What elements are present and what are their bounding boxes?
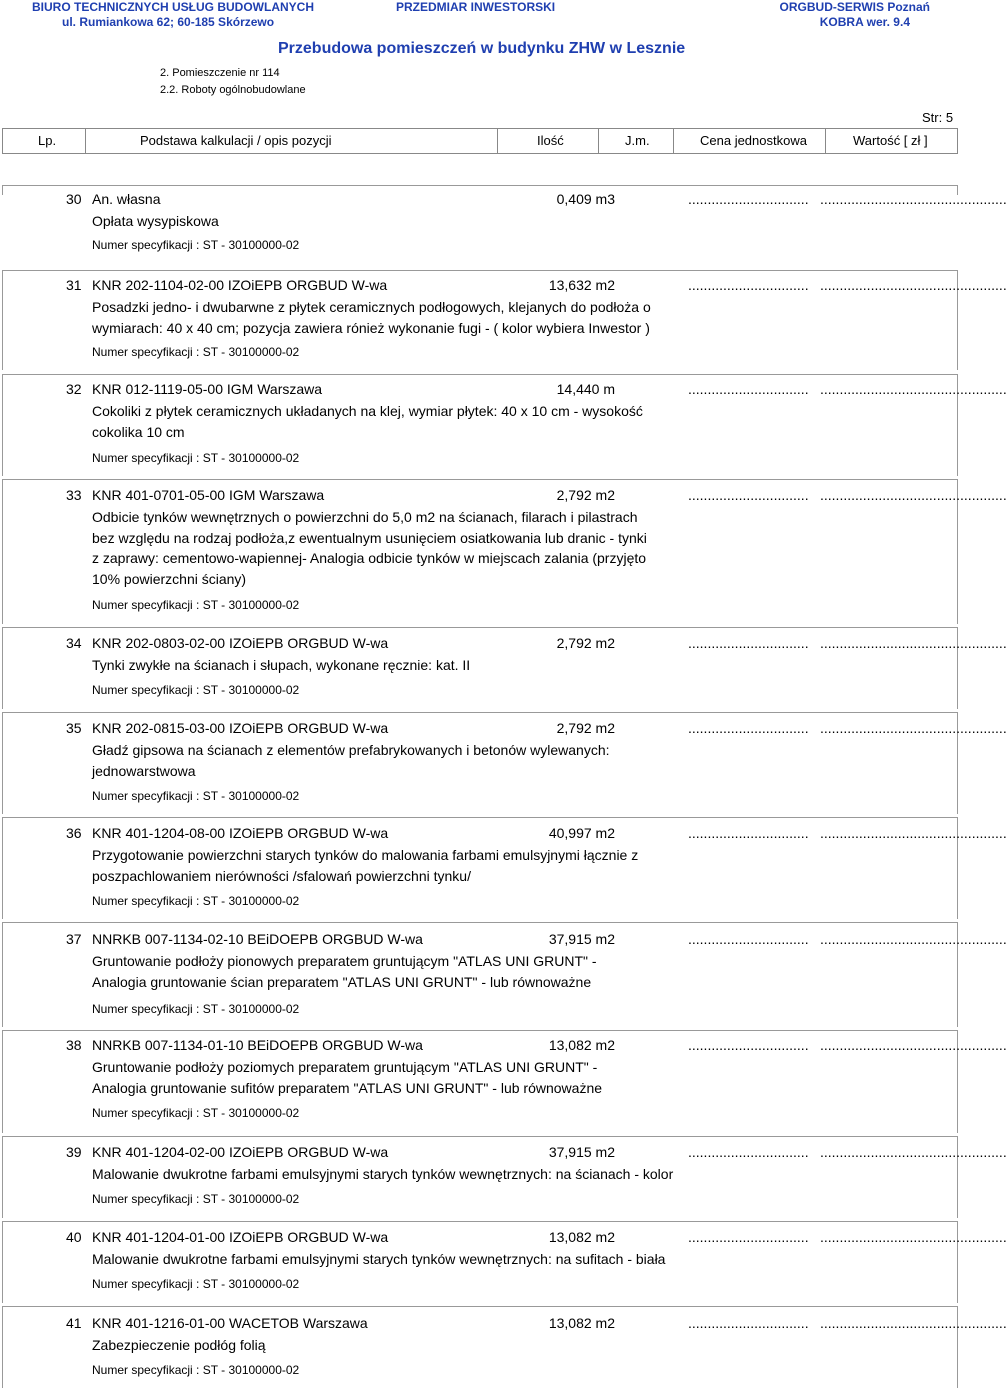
- item-basis-code: KNR 202-1104-02-00 IZOiEPB ORGBUD W-wa: [92, 277, 388, 293]
- item-spec-number: Numer specyfikacji : ST - 30100000-02: [92, 451, 300, 465]
- item-unit-price-placeholder: ...............................: [688, 1144, 809, 1160]
- item-quantity: 2,792 m2: [556, 635, 615, 651]
- item-value-placeholder: ................................................: [820, 825, 1007, 841]
- item-spec-number: Numer specyfikacji : ST - 30100000-02: [92, 1002, 300, 1016]
- item-description: Opłata wysypiskowa: [92, 213, 219, 229]
- item-number: 36: [66, 825, 82, 841]
- item-number: 34: [66, 635, 82, 651]
- item-quantity: 0,409 m3: [556, 191, 615, 207]
- item-description: Posadzki jedno- i dwubarwne z płytek ceramicznych podłogowych, klejanych do podłoża o wymiarach: 40 x 40 cm; pozycja zawiera rónież wykonanie fugi - ( kolor wybiera Inwestor ): [92, 299, 651, 336]
- item-unit-price-placeholder: ...............................: [688, 1315, 809, 1331]
- item-description: Malowanie dwukrotne farbami emulsyjnymi starych tynków wewnętrznych: na sufitach - biała: [92, 1251, 666, 1267]
- item-value-placeholder: ................................................: [820, 1144, 1007, 1160]
- item-value-placeholder: ................................................: [820, 381, 1007, 397]
- item-spec-number: Numer specyfikacji : ST - 30100000-02: [92, 598, 300, 612]
- item-quantity: 13,082 m2: [548, 1229, 615, 1245]
- item-spec-number: Numer specyfikacji : ST - 30100000-02: [92, 1106, 300, 1120]
- item-basis-code: KNR 401-1204-01-00 IZOiEPB ORGBUD W-wa: [92, 1229, 389, 1245]
- item-number: 31: [66, 277, 82, 293]
- item-unit-price-placeholder: ...............................: [688, 720, 809, 736]
- col-qty: Ilość: [537, 133, 564, 148]
- item-spec-number: Numer specyfikacji : ST - 30100000-02: [92, 894, 300, 908]
- item-basis-code: KNR 202-0815-03-00 IZOiEPB ORGBUD W-wa: [92, 720, 389, 736]
- item-number: 41: [66, 1315, 82, 1331]
- item-spec-number: Numer specyfikacji : ST - 30100000-02: [92, 1192, 300, 1206]
- software-name: ORGBUD-SERWIS Poznań: [779, 0, 930, 14]
- item-number: 33: [66, 487, 82, 503]
- item-description: Zabezpieczenie podłóg folią: [92, 1337, 266, 1353]
- item-unit-price-placeholder: ...............................: [688, 1037, 809, 1053]
- item-description: Tynki zwykłe na ścianach i słupach, wykonane ręcznie: kat. II: [92, 657, 471, 673]
- col-lp: Lp.: [38, 133, 57, 148]
- item-quantity: 40,997 m2: [548, 825, 615, 841]
- project-title: Przebudowa pomieszczeń w budynku ZHW w Lesznie: [278, 40, 686, 57]
- item-unit-price-placeholder: ...............................: [688, 931, 809, 947]
- item-number: 38: [66, 1037, 82, 1053]
- item-quantity: 13,082 m2: [548, 1315, 615, 1331]
- item-unit-price-placeholder: ...............................: [688, 191, 809, 207]
- item-description: Malowanie dwukrotne farbami emulsyjnymi starych tynków wewnętrznych: na ścianach - kolor: [92, 1166, 674, 1182]
- page-number: Str: 5: [922, 110, 954, 125]
- item-number: 35: [66, 720, 82, 736]
- item-quantity: 13,632 m2: [548, 277, 615, 293]
- item-number: 32: [66, 381, 82, 397]
- item-quantity: 13,082 m2: [548, 1037, 615, 1053]
- item-spec-number: Numer specyfikacji : ST - 30100000-02: [92, 1363, 300, 1377]
- item-number: 30: [66, 191, 82, 207]
- item-value-placeholder: ................................................: [820, 1229, 1007, 1245]
- item-quantity: 2,792 m2: [556, 720, 615, 736]
- item-number: 40: [66, 1229, 82, 1245]
- item-value-placeholder: ................................................: [820, 720, 1007, 736]
- col-unit: J.m.: [625, 133, 650, 148]
- item-quantity: 14,440 m: [556, 381, 615, 397]
- col-basis: Podstawa kalkulacji / opis pozycji: [140, 133, 332, 148]
- software-version: KOBRA wer. 9.4: [819, 15, 910, 29]
- item-unit-price-placeholder: ...............................: [688, 381, 809, 397]
- item-spec-number: Numer specyfikacji : ST - 30100000-02: [92, 238, 300, 252]
- item-quantity: 37,915 m2: [548, 931, 615, 947]
- item-basis-code: KNR 401-0701-05-00 IGM Warszawa: [92, 487, 325, 503]
- item-quantity: 2,792 m2: [556, 487, 615, 503]
- item-quantity: 37,915 m2: [548, 1144, 615, 1160]
- document-type: PRZEDMIAR INWESTORSKI: [396, 0, 556, 14]
- item-value-placeholder: ................................................: [820, 277, 1007, 293]
- item-spec-number: Numer specyfikacji : ST - 30100000-02: [92, 1277, 300, 1291]
- item-basis-code: NNRKB 007-1134-01-10 BEiDOEPB ORGBUD W-wa: [92, 1037, 423, 1053]
- item-unit-price-placeholder: ...............................: [688, 277, 809, 293]
- item-description: Gruntowanie podłoży pionowych preparatem gruntującym "ATLAS UNI GRUNT" - Analogia gruntowanie ścian preparatem "ATLAS UNI GRUNT" - lub równoważne: [92, 953, 597, 990]
- item-basis-code: KNR 401-1216-01-00 WACETOB Warszawa: [92, 1315, 368, 1331]
- item-description: Cokoliki z płytek ceramicznych układanych na klej, wymiar płytek: 40 x 10 cm - wysokość cokolika 10 cm: [92, 403, 643, 440]
- item-description: Gładź gipsowa na ścianach z elementów prefabrykowanych i betonów wylewanych: jednowarstwowa: [92, 742, 610, 779]
- item-basis-code: KNR 401-1204-02-00 IZOiEPB ORGBUD W-wa: [92, 1144, 389, 1160]
- col-unit-price: Cena jednostkowa: [700, 133, 807, 148]
- item-spec-number: Numer specyfikacji : ST - 30100000-02: [92, 345, 300, 359]
- item-unit-price-placeholder: ...............................: [688, 487, 809, 503]
- item-number: 39: [66, 1144, 82, 1160]
- item-description: Gruntowanie podłoży poziomych preparatem gruntującym "ATLAS UNI GRUNT" - Analogia gruntowanie sufitów preparatem "ATLAS UNI GRUNT" - lub równoważne: [92, 1059, 603, 1096]
- item-spec-number: Numer specyfikacji : ST - 30100000-02: [92, 789, 300, 803]
- item-basis-code: NNRKB 007-1134-02-10 BEiDOEPB ORGBUD W-wa: [92, 931, 423, 947]
- item-basis-code: An. własna: [92, 191, 161, 207]
- item-value-placeholder: ................................................: [820, 487, 1007, 503]
- breadcrumb-room: 2. Pomieszczenie nr 114: [160, 67, 280, 79]
- item-unit-price-placeholder: ...............................: [688, 635, 809, 651]
- company-address: ul. Rumiankowa 62; 60-185 Skórzewo: [62, 15, 275, 29]
- item-unit-price-placeholder: ...............................: [688, 825, 809, 841]
- col-value: Wartość [ zł ]: [853, 133, 928, 148]
- item-value-placeholder: ................................................: [820, 191, 1007, 207]
- item-description: Odbicie tynków wewnętrznych o powierzchni do 5,0 m2 na ścianach, filarach i pilastrach bez względu na rodzaj podłoża,z ewentualnym usunięciem osiatkowania lub dranic - tynki z zaprawy: cementowo-wapiennej- Analogia odbicie tynków w miejscach zalania (przyjęto 10% powierzchni ściany): [92, 509, 647, 587]
- breadcrumb-section: 2.2. Roboty ogólnobudowlane: [160, 84, 306, 96]
- company-name: BIURO TECHNICZNYCH USŁUG BUDOWLANYCH: [32, 0, 314, 14]
- item-value-placeholder: ................................................: [820, 1315, 1007, 1331]
- item-description: Przygotowanie powierzchni starych tynków do malowania farbami emulsyjnymi łącznie z poszpachlowaniem nierówności /sfalowań powierzchni tynku/: [92, 847, 639, 884]
- item-number: 37: [66, 931, 82, 947]
- item-value-placeholder: ................................................: [820, 1037, 1007, 1053]
- item-unit-price-placeholder: ...............................: [688, 1229, 809, 1245]
- item-basis-code: KNR 401-1204-08-00 IZOiEPB ORGBUD W-wa: [92, 825, 389, 841]
- item-value-placeholder: ................................................: [820, 635, 1007, 651]
- item-basis-code: KNR 202-0803-02-00 IZOiEPB ORGBUD W-wa: [92, 635, 389, 651]
- item-basis-code: KNR 012-1119-05-00 IGM Warszawa: [92, 381, 323, 397]
- item-spec-number: Numer specyfikacji : ST - 30100000-02: [92, 683, 300, 697]
- item-value-placeholder: ................................................: [820, 931, 1007, 947]
